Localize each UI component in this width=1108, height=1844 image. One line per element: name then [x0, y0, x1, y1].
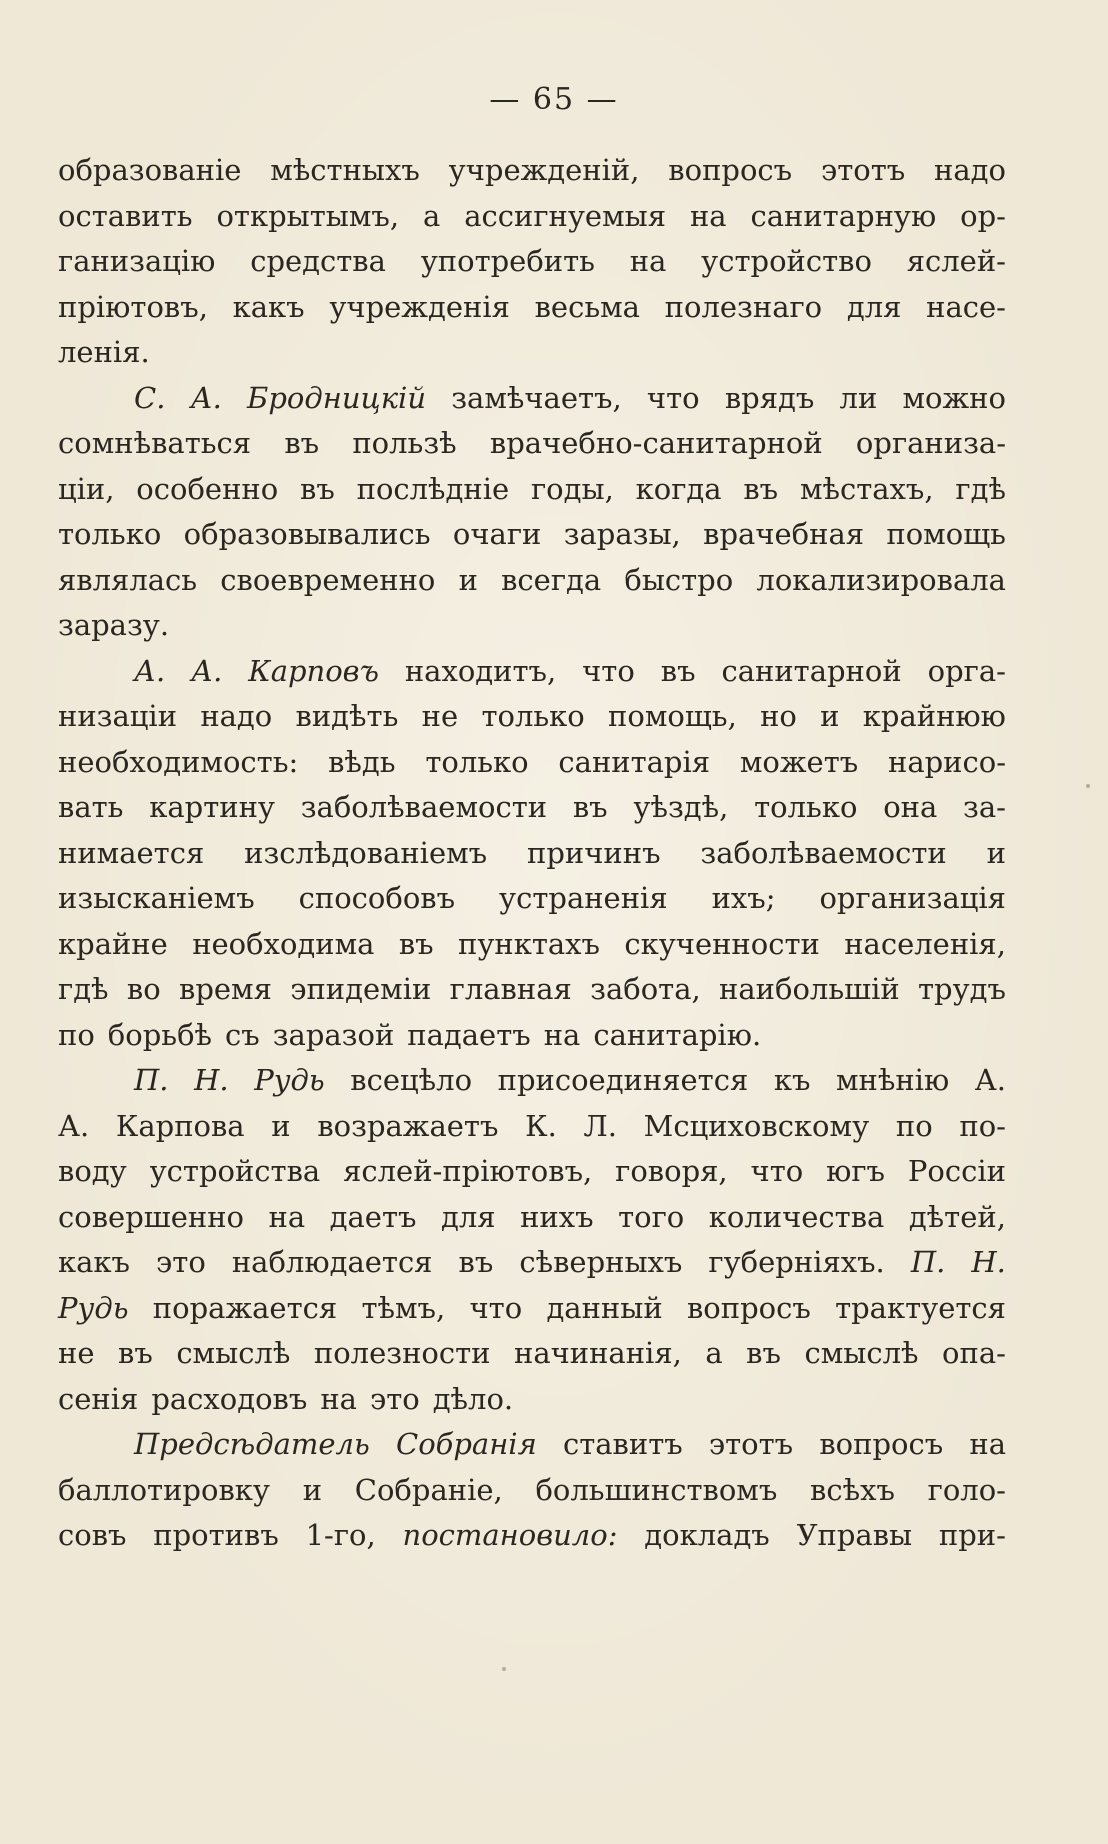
text-line: [58, 1377, 1006, 1423]
word: только: [425, 744, 529, 779]
word: можетъ: [739, 744, 859, 779]
word: годы,: [530, 471, 614, 506]
word: борьбѣ: [107, 1017, 213, 1052]
word: за-: [963, 790, 1006, 824]
text-line: [58, 1286, 1006, 1332]
word: замѣчаетъ,: [451, 380, 622, 415]
word: заразу.: [58, 608, 170, 642]
word: полезнаго: [664, 289, 823, 324]
word: какъ: [58, 1245, 130, 1279]
word: яслей-: [906, 244, 1006, 278]
word: санитарія: [558, 744, 711, 779]
word: въ: [660, 653, 696, 688]
word: на: [969, 1427, 1006, 1461]
word: ціи,: [58, 471, 115, 506]
word: по: [895, 1108, 933, 1143]
word: и: [458, 562, 478, 597]
word: трудъ: [918, 972, 1006, 1006]
word: вѣдь: [328, 744, 396, 779]
word: только: [754, 790, 858, 824]
word: скученности: [624, 926, 820, 961]
word: ленія.: [58, 335, 150, 369]
word: это: [156, 1245, 206, 1279]
word: это: [369, 1381, 420, 1416]
word: но: [760, 699, 797, 733]
paragraph-first-line: [58, 649, 1006, 695]
word: а: [705, 1336, 723, 1370]
word: организація: [819, 881, 1006, 915]
body-text: [58, 148, 1006, 1559]
word: на: [689, 198, 727, 233]
word: открытымъ,: [216, 198, 400, 233]
word: особенно: [136, 471, 279, 506]
word: Л.: [583, 1108, 617, 1143]
word: К.: [525, 1108, 557, 1143]
word: санитарную: [750, 198, 937, 233]
word: А.: [134, 653, 166, 688]
word: гдѣ: [955, 471, 1006, 506]
word: употребить: [420, 244, 595, 278]
word: наибольшій: [719, 972, 900, 1006]
word: при-: [938, 1518, 1006, 1552]
word: начинанія,: [513, 1336, 682, 1370]
word: А.: [191, 653, 223, 688]
text-line: [58, 1240, 1006, 1286]
word: Н.: [971, 1245, 1006, 1279]
word: помощь: [886, 517, 1006, 551]
word: Рудь: [58, 1290, 129, 1325]
word: образовывались: [183, 517, 431, 551]
word: во: [126, 972, 161, 1006]
word: только: [481, 699, 585, 733]
word: по-: [959, 1108, 1006, 1143]
text-line: [58, 785, 1006, 831]
word: П.: [910, 1245, 946, 1279]
word: постановило:: [402, 1518, 618, 1552]
text-line: [58, 876, 1006, 922]
word: средства: [250, 244, 386, 278]
word: что: [582, 653, 635, 688]
word: въ: [118, 1336, 153, 1370]
word: А.: [58, 1108, 90, 1143]
word: для: [440, 1199, 496, 1234]
text-line: [58, 1104, 1006, 1150]
text-line: [58, 421, 1006, 467]
word: дѣтей,: [908, 1199, 1006, 1234]
word: крайнюю: [862, 699, 1006, 733]
word: въ: [743, 471, 779, 506]
word: образованіе: [58, 153, 242, 187]
word: говоря,: [615, 1154, 728, 1188]
word: на: [268, 1199, 306, 1234]
word: быстро: [624, 562, 734, 597]
word: Карповъ: [248, 653, 379, 688]
word: мнѣнію: [835, 1063, 950, 1097]
word: сенія: [58, 1381, 139, 1416]
word: возражаетъ: [317, 1108, 499, 1143]
word: голо-: [927, 1472, 1006, 1507]
text-line: [58, 239, 1006, 285]
word: дѣло.: [432, 1381, 514, 1416]
text-line: [58, 1149, 1006, 1195]
word: не: [58, 1336, 95, 1370]
word: ставитъ: [562, 1427, 683, 1461]
word: количества: [708, 1199, 885, 1234]
word: для: [846, 289, 902, 324]
word: мѣстныхъ: [270, 153, 420, 187]
word: ор-: [960, 198, 1006, 233]
text-line: [58, 148, 1006, 194]
word: заразой: [272, 1017, 395, 1052]
print-speckle: [502, 1667, 506, 1671]
word: необходимость:: [58, 744, 299, 779]
word: Россіи: [907, 1154, 1006, 1188]
word: тѣмъ,: [361, 1290, 446, 1325]
word: А.: [974, 1063, 1006, 1097]
word: пунктахъ: [457, 926, 600, 961]
word: вопросъ: [668, 153, 793, 187]
word: большинствомъ: [535, 1472, 778, 1507]
word: очаги: [452, 517, 542, 551]
word: въ: [398, 926, 434, 961]
word: помощь,: [608, 699, 737, 733]
word: даетъ: [329, 1199, 417, 1234]
word: въ: [300, 471, 335, 506]
text-line: [58, 831, 1006, 877]
word: смыслѣ: [176, 1336, 291, 1370]
word: необходима: [192, 926, 375, 961]
word: устройство: [701, 244, 872, 278]
word: губерніяхъ.: [708, 1245, 885, 1279]
paragraph-first-line: [58, 1058, 1006, 1104]
word: когда: [635, 471, 722, 506]
word: врачебная: [703, 517, 865, 551]
word: вать: [58, 790, 124, 824]
word: являлась: [58, 562, 198, 597]
word: баллотировку: [58, 1472, 270, 1507]
word: югъ: [826, 1154, 885, 1188]
word: врядъ: [724, 380, 815, 415]
word: надо: [200, 699, 273, 733]
word: вопросъ: [686, 1290, 811, 1325]
word: послѣдніе: [356, 471, 510, 506]
text-line: [58, 1513, 1006, 1559]
word: врачебно-санитарной: [489, 426, 823, 460]
word: ганизацію: [58, 244, 216, 278]
word: противъ: [153, 1518, 279, 1552]
word: того: [618, 1199, 685, 1234]
word: локализировала: [756, 562, 1006, 597]
word: Бродницкій: [247, 380, 427, 415]
word: ассигнуемыя: [464, 198, 667, 233]
word: оставить: [58, 198, 193, 233]
word: совершенно: [58, 1199, 244, 1234]
word: съ: [225, 1017, 260, 1052]
text-line: [58, 330, 1006, 376]
page-number: — 65 —: [489, 82, 619, 117]
word: воду: [58, 1154, 127, 1188]
word: вопросъ: [819, 1427, 944, 1461]
word: Карпова: [115, 1108, 245, 1143]
word: и: [302, 1472, 323, 1507]
word: поражается: [152, 1290, 338, 1325]
word: не: [421, 699, 459, 733]
word: полезности: [313, 1336, 491, 1370]
word: на: [629, 244, 667, 278]
word: и: [986, 835, 1006, 870]
word: въ: [458, 1245, 494, 1279]
word: на: [543, 1017, 581, 1052]
word: санитарной: [721, 653, 902, 688]
word: данный: [546, 1290, 663, 1325]
word: этотъ: [820, 153, 906, 187]
word: всегда: [501, 562, 602, 597]
word: надо: [934, 153, 1006, 187]
word: только: [58, 517, 162, 551]
word: опа-: [942, 1336, 1006, 1370]
word: что: [469, 1290, 523, 1325]
word: пользѣ: [352, 426, 457, 460]
word: забота,: [590, 972, 701, 1006]
print-speckle: [1086, 784, 1090, 788]
word: нимается: [58, 835, 205, 870]
word: картину: [149, 790, 275, 824]
word: въ: [284, 426, 320, 460]
word: всецѣло: [350, 1063, 473, 1097]
word: этотъ: [708, 1427, 794, 1461]
word: нарисо-: [887, 744, 1006, 779]
text-line: [58, 1331, 1006, 1377]
word: къ: [773, 1063, 811, 1097]
word: нихъ: [520, 1199, 594, 1234]
word: находитъ,: [404, 653, 557, 688]
word: трактуется: [835, 1290, 1006, 1325]
text-line: [58, 1195, 1006, 1241]
text-line: [58, 467, 1006, 513]
word: устройства: [149, 1154, 321, 1188]
text-line: [58, 694, 1006, 740]
word: устраненія: [499, 881, 668, 915]
word: совъ: [58, 1518, 127, 1552]
word: въ: [746, 1336, 781, 1370]
word: Н.: [194, 1063, 229, 1097]
word: что: [646, 380, 700, 415]
text-line: [58, 558, 1006, 604]
word: видѣть: [295, 699, 399, 733]
word: причинъ: [527, 835, 661, 870]
word: Мсциховскому: [643, 1108, 870, 1143]
word: ли: [839, 380, 878, 415]
word: Предсѣдатель: [134, 1427, 370, 1461]
word: по: [58, 1017, 95, 1052]
text-line: [58, 922, 1006, 968]
word: время: [179, 972, 272, 1006]
word: яслей-пріютовъ,: [343, 1154, 593, 1188]
word: докладъ: [644, 1518, 770, 1552]
word: какъ: [232, 289, 305, 324]
word: и: [820, 699, 840, 733]
word: уѣздѣ,: [633, 790, 729, 824]
word: Собранія: [396, 1427, 537, 1461]
word: насе-: [926, 289, 1006, 324]
word: изысканіемъ: [58, 881, 255, 915]
word: С.: [134, 380, 166, 415]
word: заболѣваемости: [300, 790, 548, 824]
text-line: [58, 1468, 1006, 1514]
word: падаетъ: [407, 1017, 531, 1052]
word: расходовъ: [151, 1381, 308, 1416]
word: эпидеміи: [290, 972, 432, 1006]
word: Собраніе,: [354, 1472, 503, 1507]
word: и: [271, 1108, 291, 1143]
word: смыслѣ: [804, 1336, 919, 1370]
word: Рудь: [254, 1063, 325, 1097]
word: можно: [902, 380, 1006, 415]
paragraph-first-line: [58, 1422, 1006, 1468]
word: А.: [190, 380, 222, 415]
text-line: [58, 512, 1006, 558]
word: изслѣдованіемъ: [244, 835, 488, 870]
word: всѣхъ: [810, 1472, 895, 1507]
word: Управы: [796, 1518, 913, 1552]
word: пріютовъ,: [58, 289, 208, 324]
text-line: [58, 285, 1006, 331]
word: а: [423, 198, 441, 233]
word: способовъ: [298, 881, 456, 915]
word: сѣверныхъ: [519, 1245, 683, 1279]
text-line: [58, 194, 1006, 240]
word: весьма: [534, 289, 640, 324]
text-line: [58, 603, 1006, 649]
word: учрежденія: [329, 289, 510, 324]
word: своевременно: [220, 562, 436, 597]
word: главная: [449, 972, 572, 1006]
word: заразы,: [563, 517, 681, 551]
word: учрежденій,: [448, 153, 640, 187]
word: П.: [134, 1063, 169, 1097]
word: крайне: [58, 926, 168, 961]
word: заболѣваемости: [700, 835, 947, 870]
text-line: [58, 1013, 1006, 1059]
word: присоединяется: [497, 1063, 749, 1097]
word: орга-: [927, 653, 1006, 688]
word: на: [320, 1381, 357, 1416]
word: что: [750, 1154, 804, 1188]
word: сомнѣваться: [58, 426, 252, 460]
word: санитарію.: [593, 1017, 762, 1052]
word: организа-: [855, 426, 1006, 460]
word: ихъ;: [711, 881, 776, 915]
text-line: [58, 967, 1006, 1013]
word: наблюдается: [231, 1245, 433, 1279]
word: гдѣ: [58, 972, 109, 1006]
word: низаціи: [58, 699, 178, 733]
word: населенія,: [844, 926, 1006, 961]
paragraph-first-line: [58, 376, 1006, 422]
word: она: [883, 790, 938, 824]
word: мѣстахъ,: [799, 471, 934, 506]
text-line: [58, 740, 1006, 786]
word: 1-го,: [305, 1518, 376, 1552]
word: въ: [572, 790, 608, 824]
